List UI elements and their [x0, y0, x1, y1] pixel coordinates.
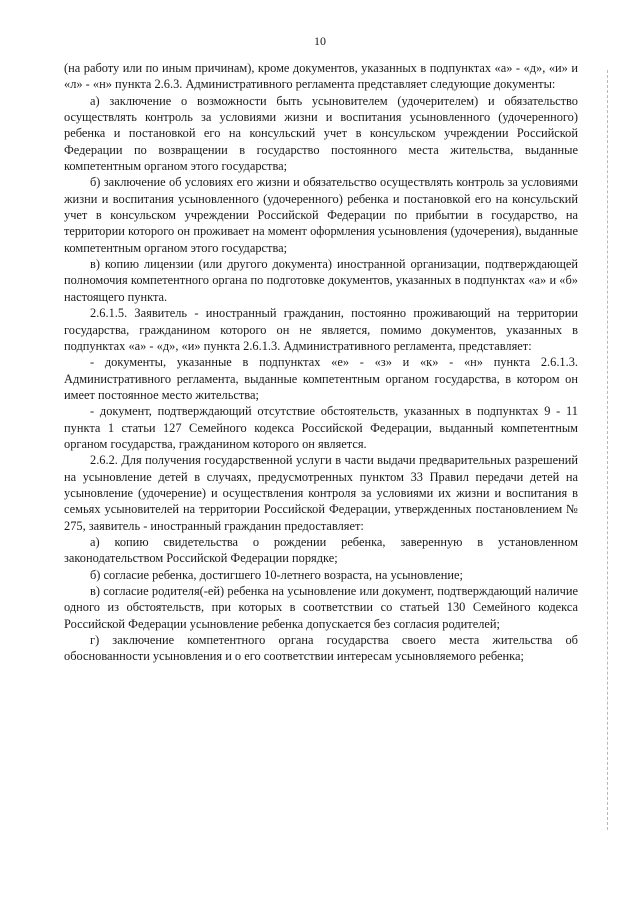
paragraph-item-v: в) копию лицензии (или другого документа) иностранной организации, подтверждающей полномочия компетентного органа по подготовке документов, указанных в подпунктах «а» и «б» настоящего пункта.: [64, 257, 578, 304]
paragraph-2-6-2-item-b: б) согласие ребенка, достигшего 10-летнего возраста, на усыновление;: [90, 567, 463, 582]
paragraph-item-b: б) заключение об условиях его жизни и обязательство осуществлять контроль за условиями жизни и воспитания усыновленного (удочеренного) ребенка и постановкой его на консульский учет в консульском учреждении Российской Федерации по прибытии в государство, на территории которого он проживает на момент оформления усыновления (удочерения), выданные компетентным органом этого государства;: [64, 175, 578, 255]
paragraph-2-6-1-5: 2.6.1.5. Заявитель - иностранный гражданин, постоянно проживающий на территории государства, гражданином которого он не является, помимо документов, указанных в подпунктах «а» - «д», «и» пункта 2.6.1.3. Административного регламента, представляет:: [64, 306, 578, 353]
paragraph-dash-documents: - документы, указанные в подпунктах «е» - «з» и «к» - «н» пункта 2.6.1.3. Административного регламента, выданные компетентным органом государства, в котором он имеет постоянное место жительства;: [64, 355, 578, 402]
paragraph-continuation: (на работу или по иным причинам), кроме документов, указанных в подпунктах «а» - «д», «и» и «л» - «н» пункта 2.6.3. Административного регламента представляет следующие документы:: [64, 61, 578, 92]
page-number: 10: [314, 34, 326, 48]
scan-margin-line: [607, 70, 608, 830]
paragraph-2-6-2-item-a: а) копию свидетельства о рождении ребенка, заверенную в установленном законодательством Российской Федерации порядке;: [64, 534, 578, 566]
paragraph-2-6-2: 2.6.2. Для получения государственной услуги в части выдачи предварительных разрешений на усыновление детей в случаях, предусмотренных пунктом 33 Правил передачи детей на усыновление (удочерение) и осуществления контроля за условиями их жизни и воспитания в семьях усыновителей на территории Российской Федерации, утвержденных постановлением № 275, заявитель - иностранный гражданин предоставляет:: [64, 453, 578, 533]
paragraph-2-6-2-item-v: в) согласие родителя(-ей) ребенка на усыновление или документ, подтверждающий наличие одного из обстоятельств, при которых в соответствии со статьей 130 Семейного кодекса Российской Федерации усыновление ребенка допускается без согласия родителей;: [64, 584, 578, 631]
document-body: [64, 60, 578, 665]
paragraph-2-6-2-item-g: г) заключение компетентного органа государства своего места жительства об обоснованности усыновления и о его соответствии интересам усыновляемого ребенка;: [64, 633, 578, 664]
paragraph-dash-absence: - документ, подтверждающий отсутствие обстоятельств, указанных в подпунктах 9 - 11 пункта 1 статьи 127 Семейного кодекса Российской Федерации, выданный компетентным органом государства, гражданином которого он является.: [64, 404, 578, 451]
paragraph-item-a: а) заключение о возможности быть усыновителем (удочерителем) и обязательство осуществлять контроль за условиями жизни и воспитания усыновленного (удочеренного) ребенка и постановкой его на консульский учет в консульском учреждении Российской Федерации по возвращении в государство постоянного места жительства, выданные компетентным органом этого государства;: [64, 93, 578, 174]
